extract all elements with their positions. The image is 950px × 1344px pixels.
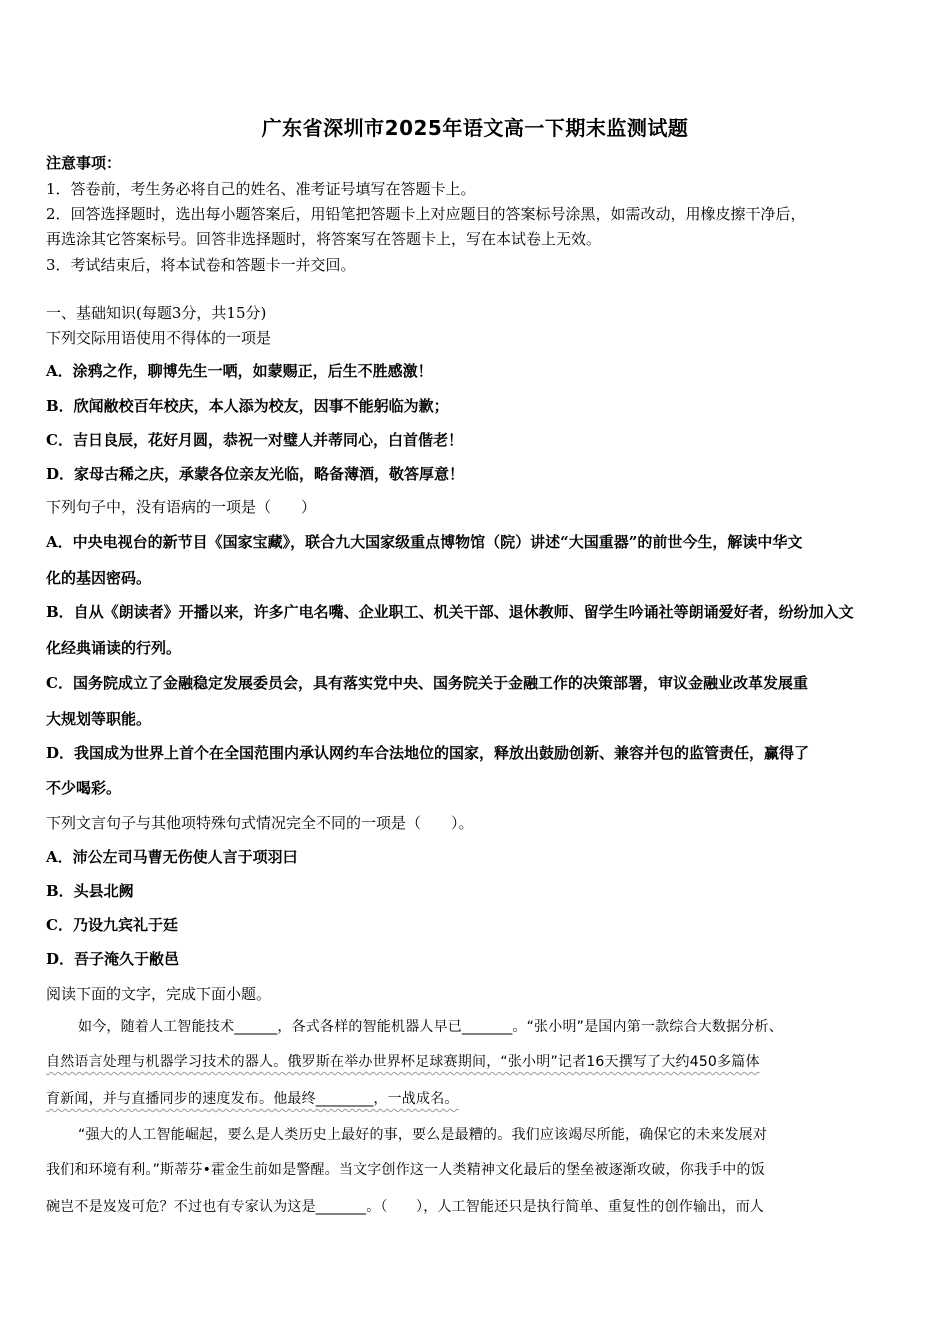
question-2-option-c: C．国务院成立了金融稳定发展委员会，具有落实党中央、国务院关于金融工作的决策部署，审议金融业改革发展重 (46, 674, 808, 692)
reading-paragraph-line: 如今，随着人工智能技术______，各式各样的智能机器人早已_______。“张小明”是国内第一款综合大数据分析、 (78, 1019, 783, 1035)
reading-paragraph-line: 碗岂不是岌岌可危？不过也有专家认为这是_______。（ ），人工智能还只是执行简单、重复性的创作输出，而人 (46, 1199, 764, 1215)
reading-intro: 阅读下面的文字，完成下面小题。 (46, 985, 272, 1003)
question-2-option-a: A．中央电视台的新节目《国家宝藏》，联合九大国家级重点博物馆（院）讲述“大国重器”的前世今生，解读中华文 (46, 533, 803, 551)
question-1-option-c: C．吉日良辰，花好月圆，恭祝一对璧人并蒂同心，白首偕老！ (46, 431, 463, 449)
section-heading: 一、基础知识(每题3分，共15分) (46, 304, 267, 322)
reading-paragraph-line (46, 1088, 906, 1108)
question-3-option-c: C．乃设九宾礼于廷 (46, 916, 178, 934)
question-3-option-b: B．头县北阙 (46, 882, 134, 900)
question-2-option-d: D．我国成为世界上首个在全国范围内承认网约车合法地位的国家，释放出鼓励创新、兼容并包的监管责任，赢得了 (46, 744, 810, 762)
reading-underlined-text: 育新闻，并与直播同步的速度发布。他最终________，一战成名。 (46, 1091, 459, 1107)
reading-underlined-text: 自然语言处理与机器学习技术的器人。俄罗斯在举办世界杯足球赛期间，“张小明”记者16天撰写了大约450多篇体 (46, 1054, 760, 1070)
notice-item: 1．答卷前，考生务必将自己的姓名、准考证号填写在答题卡上。 (46, 180, 476, 198)
reading-paragraph-line: 我们和环境有利。”斯蒂芬•霍金生前如是警醒。当文字创作这一人类精神文化最后的堡垒被逐渐攻破，你我手中的饭 (46, 1162, 765, 1178)
question-2-option-a-cont: 化的基因密码。 (46, 569, 152, 587)
question-1-option-d: D．家母古稀之庆，承蒙各位亲友光临，略备薄酒，敬答厚意！ (46, 465, 465, 483)
question-1-stem: 下列交际用语使用不得体的一项是 (46, 329, 272, 347)
notice-item: 2．回答选择题时，选出每小题答案后，用铅笔把答题卡上对应题目的答案标号涂黑，如需改动，用橡皮擦干净后， (46, 205, 806, 223)
question-3-stem: 下列文言句子与其他项特殊句式情况完全不同的一项是（ ）。 (46, 814, 474, 832)
question-1-option-a: A．涂鸦之作，聊博先生一哂，如蒙赐正，后生不胜感激！ (46, 362, 433, 380)
reading-paragraph-line (46, 1051, 906, 1071)
reading-paragraph-line: “强大的人工智能崛起，要么是人类历史上最好的事，要么是最糟的。我们应该竭尽所能，确保它的未来发展对 (78, 1127, 768, 1143)
question-2-stem: 下列句子中，没有语病的一项是（ ） (46, 498, 317, 516)
notice-heading: 注意事项： (46, 154, 122, 172)
question-2-option-b-cont: 化经典诵读的行列。 (46, 639, 182, 657)
question-2-option-d-cont: 不少喝彩。 (46, 779, 122, 797)
notice-item: 再选涂其它答案标号。回答非选择题时，将答案写在答题卡上，写在本试卷上无效。 (46, 230, 602, 248)
question-3-option-d: D．吾子淹久于敝邑 (46, 950, 180, 968)
question-1-option-b: B．欣闻敝校百年校庆，本人添为校友，因事不能躬临为歉； (46, 397, 449, 415)
question-2-option-b: B．自从《朗读者》开播以来，许多广电名嘴、企业职工、机关干部、退休教师、留学生吟诵社等朗诵爱好者，纷纷加入文 (46, 603, 854, 621)
page-title: 广东省深圳市2025年语文高一下期末监测试题 (261, 116, 689, 140)
question-2-option-c-cont: 大规划等职能。 (46, 710, 152, 728)
notice-item: 3．考试结束后，将本试卷和答题卡一并交回。 (46, 256, 356, 274)
question-3-option-a: A．沛公左司马曹无伤使人言于项羽曰 (46, 848, 298, 866)
